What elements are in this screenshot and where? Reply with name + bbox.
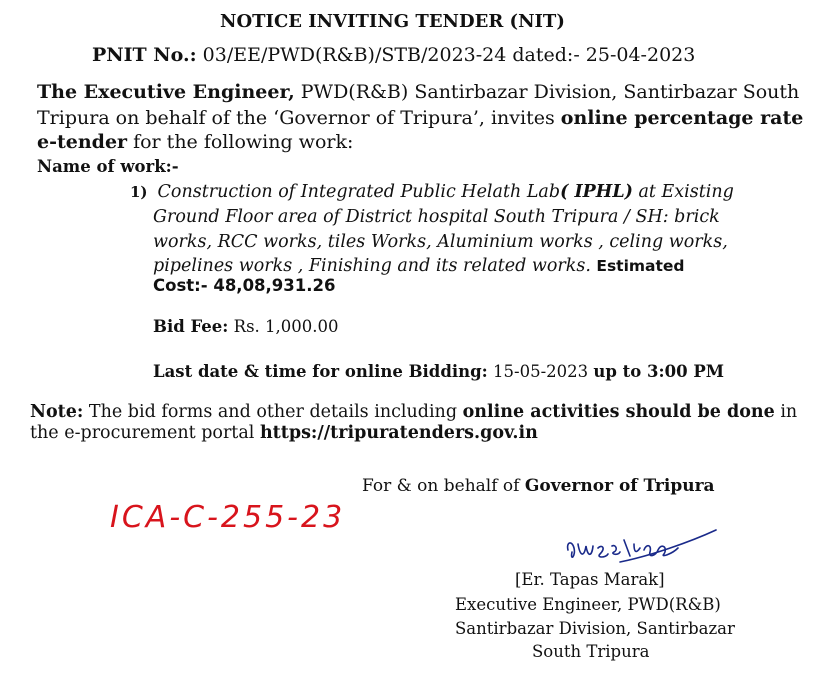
bid-fee-label: Bid Fee: <box>153 317 229 336</box>
behalf-line <box>362 476 715 496</box>
name-of-work-label: Name of work:- <box>37 157 179 176</box>
handwritten-ref-number: ICA-C-255-23 <box>110 500 346 535</box>
note-bold: online activities should be done <box>462 402 775 422</box>
note-text-1: The bid forms and other details including <box>83 402 463 422</box>
note-label: Note: <box>30 402 84 422</box>
work-line-4a: pipelines works , Finishing and its related works. <box>153 256 591 276</box>
note-line-2a: the e-procurement portal <box>30 423 260 443</box>
intro-line-3b: for the following work: <box>127 131 354 153</box>
last-date <box>153 362 724 381</box>
last-date-label: Last date & time for online Bidding: <box>153 362 488 381</box>
work-estimated: Estimated <box>590 257 685 275</box>
intro-line-3 <box>37 131 353 153</box>
signatory-division: Santirbazar Division, Santirbazar <box>455 619 735 638</box>
last-date-value: 15-05-2023 <box>487 362 594 381</box>
behalf-text: For & on behalf of <box>362 476 525 496</box>
bid-fee <box>153 317 339 336</box>
behalf-bold: Governor of Tripura <box>524 476 715 496</box>
pnit-value: 03/EE/PWD(R&B)/STB/2023-24 dated:- 25-04-2023 <box>196 44 696 66</box>
portal-link[interactable]: https://tripuratenders.gov.in <box>259 423 538 443</box>
intro-line-2a: Tripura on behalf of the ‘Governor of Tripura’, invites <box>37 107 561 129</box>
intro-line-2b: online percentage rate <box>560 107 804 129</box>
last-date-up-to: up to <box>593 362 642 381</box>
note-line-1 <box>30 402 797 422</box>
pnit-number <box>92 44 695 66</box>
bid-fee-value: Rs. 1,000.00 <box>228 317 339 336</box>
work-iphl: ( IPHL) <box>560 182 633 202</box>
work-number: 1) <box>130 183 148 201</box>
pnit-label: PNIT No.: <box>92 44 197 66</box>
intro-rest-1: PWD(R&B) Santirbazar Division, Santirbazar South <box>294 81 800 103</box>
work-line-4 <box>153 256 685 276</box>
intro-line-1 <box>37 81 799 103</box>
signatory-name: [Er. Tapas Marak] <box>515 570 665 589</box>
work-line-1a: Construction of Integrated Public Helath Lab <box>157 182 561 202</box>
work-line-1c: at Existing <box>632 182 734 202</box>
intro-line-2 <box>37 107 803 129</box>
last-date-time: 3:00 PM <box>641 362 725 381</box>
work-line-2: Ground Floor area of District hospital South Tripura / SH: brick <box>153 207 720 227</box>
work-line-1 <box>130 182 734 202</box>
signatory-district: South Tripura <box>532 642 650 661</box>
signatory-designation: Executive Engineer, PWD(R&B) <box>455 595 721 614</box>
estimated-cost: Cost:- 48,08,931.26 <box>153 276 336 295</box>
work-line-3: works, RCC works, tiles Works, Aluminium works , celing works, <box>153 232 728 252</box>
note-text-2: in <box>774 402 798 422</box>
notice-title: NOTICE INVITING TENDER (NIT) <box>220 11 565 32</box>
note-line-2 <box>30 423 538 443</box>
intro-lead: The Executive Engineer, <box>37 81 295 103</box>
intro-line-3a: e-tender <box>37 131 128 153</box>
